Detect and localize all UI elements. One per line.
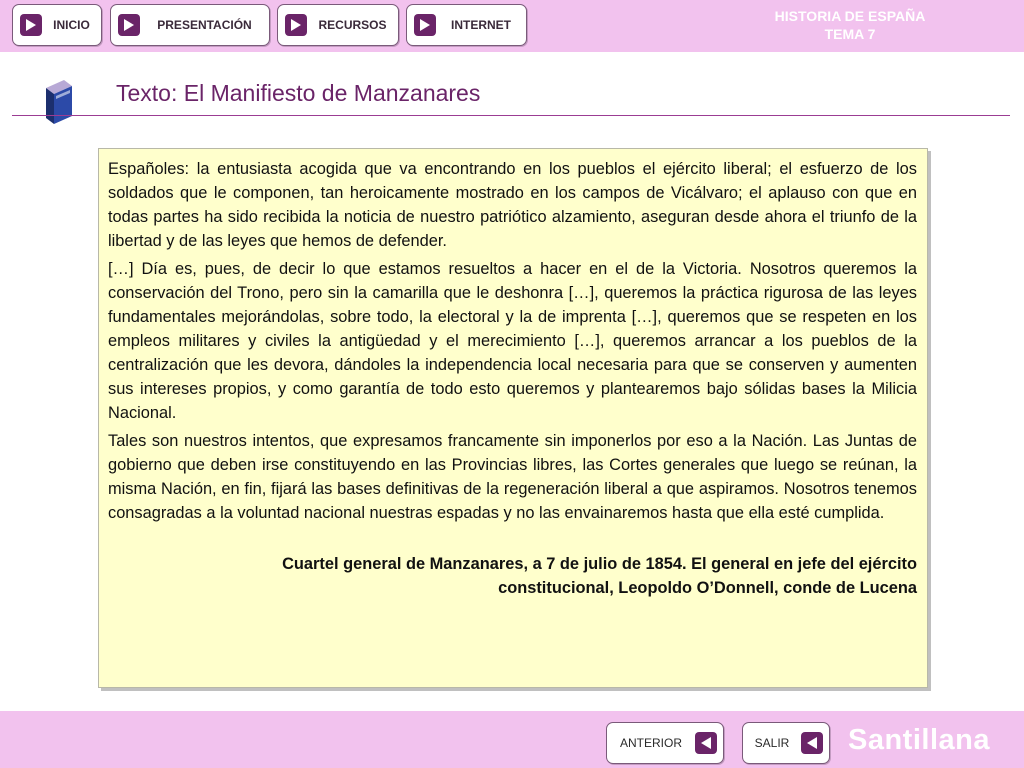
nav-button-recursos[interactable]	[277, 4, 399, 46]
salir-button-label: SALIR	[754, 736, 790, 750]
signature-line-1: Cuartel general de Manzanares, a 7 de julio de 1854. El general en jefe del ejército	[282, 555, 917, 573]
santillana-logo: Santillana	[848, 724, 990, 756]
anterior-button[interactable]	[606, 722, 724, 764]
signature-line-2: constitucional, Leopoldo O’Donnell, conde de Lucena	[498, 579, 917, 597]
nav-button-label: PRESENTACIÓN	[157, 18, 252, 32]
title-divider	[12, 115, 1010, 116]
nav-button-presentacion[interactable]	[110, 4, 270, 46]
anterior-button-label: ANTERIOR	[619, 736, 682, 750]
play-left-icon	[801, 732, 823, 754]
page-title: Texto: El Manifiesto de Manzanares	[116, 80, 481, 106]
book-icon	[42, 78, 74, 131]
play-right-icon	[118, 14, 140, 36]
nav-button-label: INTERNET	[451, 18, 511, 32]
manifesto-paragraph-2: […] Día es, pues, de decir lo que estamos resueltos a hacer en el de la Victoria. Nosotros queremos la conservación del Trono, pero sin la camarilla que le deshonra […], queremos la práctica rigurosa de las leyes fundamentales mejorándolas, sobre todo, la electoral y la de imprenta […], queremos que se respeten en los empleos militares y civiles la antigüedad y el merecimiento […], queremos arrancar a los pueblos de la centralización que les devora, dándoles la independencia local necesaria para que se conserven y aumenten sus intereses propios, y como garantía de todo esto queremos y plantearemos bajo sólidas bases la Milicia Nacional.	[108, 260, 917, 422]
manifesto-paragraph-3: Tales son nuestros intentos, que expresamos francamente sin imponerlos por eso a la Nación. Las Juntas de gobierno que deben irse constituyendo en las Provincias libres, las Cortes generales que luego se reúnan, la misma Nación, en fin, fijará las bases definitivas de la regeneración liberal a que aspiramos. Nosotros tenemos consagradas a la voluntad nacional nuestras espadas y no las envainaremos hasta que ella esté cumplida.	[108, 432, 917, 522]
play-right-icon	[414, 14, 436, 36]
play-right-icon	[20, 14, 42, 36]
nav-button-label: INICIO	[53, 18, 90, 32]
manifesto-paragraph-1: Españoles: la entusiasta acogida que va encontrando en los pueblos el ejército liberal; el esfuerzo de los soldados que le componen, tan heroicamente mostrado en los campos de Vicálvaro; el aplauso con que en todas partes ha sido recibida la noticia de nuestro patriótico alzamiento, aseguran desde ahora el triunfo de la libertad y de las leyes que hemos de defender.	[108, 160, 917, 250]
course-title	[700, 7, 1000, 43]
nav-button-internet[interactable]	[406, 4, 527, 46]
manifesto-text-box	[98, 148, 928, 688]
nav-button-label: RECURSOS	[318, 18, 387, 32]
course-title-subject: HISTORIA DE ESPAÑA	[774, 8, 926, 24]
salir-button[interactable]	[742, 722, 830, 764]
nav-button-inicio[interactable]	[12, 4, 102, 46]
course-title-topic: TEMA 7	[824, 26, 876, 42]
play-right-icon	[285, 14, 307, 36]
play-left-icon	[695, 732, 717, 754]
manifesto-signature	[108, 552, 917, 600]
